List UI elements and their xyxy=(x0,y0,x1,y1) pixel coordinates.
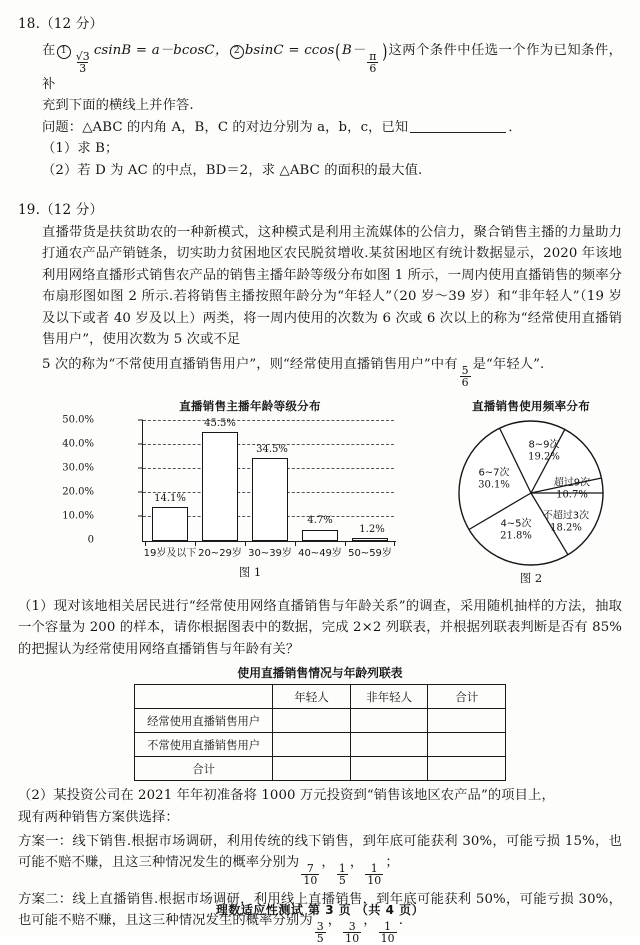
pie-label-6-7 xyxy=(478,467,510,492)
plan-2-fraction-3 xyxy=(379,921,397,944)
plan-1-fraction-2 xyxy=(337,863,348,886)
fraction-numerator: 5 xyxy=(461,363,469,377)
pie-chart-figure xyxy=(416,398,640,586)
table-cell-total-not-young[interactable] xyxy=(350,757,428,781)
circled-number-2: 2 xyxy=(230,45,244,59)
bar-30-39 xyxy=(252,458,288,541)
x-axis-label-50-59: 50~59岁 xyxy=(348,547,392,559)
fraction-denominator: 10 xyxy=(345,932,360,945)
pie-label-under-3-name: 不超过3次 xyxy=(542,510,590,522)
q18-prefix: 在 xyxy=(42,43,56,59)
fraction-numerator: 7 xyxy=(306,861,314,875)
fraction-denominator: 10 xyxy=(367,873,382,887)
q18-problem-prefix: 问题：△ABC 的内角 A，B，C 的对边分别为 a，b，c，已知 xyxy=(42,119,409,135)
question-19-number: 19.（12 分） xyxy=(18,201,104,218)
table-header-corner xyxy=(135,685,273,709)
question-19-sub-1: （1）现对该地相关居民进行“经常使用网络直播销售与年龄关系”的调查，采用随机抽样的方法，抽取一个容量为 200 的样本，请你根据图表中的数据，完成 2×2 列联表，并根据列联表判断是否有 85% 的把握认为经常使用网络直播销售与年龄有关？ xyxy=(18,598,622,657)
pi-over-6-fraction xyxy=(367,51,378,74)
x-tick-4 xyxy=(345,542,346,546)
x-axis-label-40-49: 40~49岁 xyxy=(298,547,342,559)
bar-19-and-under xyxy=(152,507,188,541)
question-19-paragraph-1: 直播带货是扶贫助农的一种新模式，这种模式是利用主流媒体的公信力，聚合销售主播的力量助力打通农产品产销链条，切实助力贫困地区农民脱贫增收.某贫困地区有统计数据显示，2020 年该地利用网络直播形式销售农产品的销售主播年龄等级分布如图 1 所示，一周内使用直播销售的频率分布扇形图如图 2 所示.若将销售主播按照年龄分为“年轻人”（20 岁～39 岁）和“非年轻人”（19 岁及以下或者 40 岁及以上）两类，将一周内使用的次数为 6 次或 6 次以上的称为“经常使用直播销售用户”，使用次数为 5 次或不足 xyxy=(42,224,622,348)
pie-label-over-9 xyxy=(554,477,590,502)
y-axis-label-30: 30.0% xyxy=(62,462,94,474)
pie-label-4-5 xyxy=(500,518,532,543)
x-axis-label-30-39: 30~39岁 xyxy=(248,547,292,559)
fraction-numerator: 3 xyxy=(348,920,356,934)
table-row xyxy=(135,709,506,733)
q18-expression-2: bsinC = ccos xyxy=(244,43,335,59)
table-row-label-frequent: 经常使用直播销售用户 xyxy=(135,709,273,733)
bar-chart-title: 直播销售主播年龄等级分布 xyxy=(179,398,321,413)
q18-inner-var: B－ xyxy=(342,43,366,59)
pie-label-over-9-name: 超过9次 xyxy=(553,477,591,489)
sqrt3-over-3-fraction xyxy=(74,51,92,74)
x-tick-2 xyxy=(245,542,246,546)
answer-blank[interactable] xyxy=(410,120,506,133)
gridline-50 xyxy=(143,420,394,421)
table-row-label-total: 合计 xyxy=(135,757,273,781)
bar-value-label-30-39: 34.5% xyxy=(256,443,288,455)
fraction-numerator: 1 xyxy=(384,920,392,934)
five-sixths-fraction xyxy=(460,365,471,388)
x-axis-label-20-29: 20~29岁 xyxy=(198,547,242,559)
pie-label-8-9 xyxy=(528,439,560,464)
figure-1-caption: 图 1 xyxy=(238,564,262,579)
table-cell-infrequent-young[interactable] xyxy=(273,733,351,757)
spacer xyxy=(18,182,622,200)
table-header-young: 年轻人 xyxy=(273,685,351,709)
pie-label-8-9-name: 8~9次 xyxy=(528,439,560,451)
question-18-condition-line xyxy=(18,36,622,95)
q18-suffix: 这两个条件中任选一个作为已知条件，补 xyxy=(42,43,622,92)
bar-value-label-50-59: 1.2% xyxy=(359,523,385,535)
table-row xyxy=(135,757,506,781)
plan-1-fraction-1 xyxy=(301,863,319,886)
table-cell-infrequent-not-young[interactable] xyxy=(350,733,428,757)
fraction-numerator: 1 xyxy=(370,861,378,875)
table-cell-frequent-total[interactable] xyxy=(428,709,506,733)
table-cell-frequent-young[interactable] xyxy=(273,709,351,733)
bar-value-label-40-49: 4.7% xyxy=(307,514,333,526)
bar-chart-plot xyxy=(62,414,396,559)
fraction-numerator: 1 xyxy=(338,861,346,875)
plan-1-fraction-3 xyxy=(365,863,383,886)
figure-2-caption: 图 2 xyxy=(519,570,543,585)
bar-value-label-20-29: 45.5% xyxy=(204,417,236,429)
y-axis-label-20: 20.0% xyxy=(62,486,94,498)
bar-value-label-19-and-under: 14.1% xyxy=(154,492,186,504)
table-cell-total-young[interactable] xyxy=(273,757,351,781)
fraction-numerator: √3 xyxy=(75,49,90,63)
plan-2-suffix: . xyxy=(398,913,404,929)
x-axis-line xyxy=(142,541,396,542)
bar-40-49 xyxy=(302,530,338,541)
plan-1-suffix: ； xyxy=(385,855,399,871)
bar-20-29 xyxy=(202,432,238,541)
pie-label-8-9-value: 19.2% xyxy=(528,451,560,463)
q18-problem-suffix: ． xyxy=(508,119,522,135)
pie-label-under-3-value: 18.2% xyxy=(550,522,582,534)
x-tick-3 xyxy=(295,542,296,546)
y-axis-label-0: 0 xyxy=(87,534,94,546)
table-row-label-infrequent: 不常使用直播销售用户 xyxy=(135,733,273,757)
table-cell-total-total[interactable] xyxy=(428,757,506,781)
pie-label-4-5-name: 4~5次 xyxy=(500,518,532,530)
fraction-denominator: 6 xyxy=(461,375,469,389)
q19-tail-suffix: 是“年轻人”. xyxy=(472,356,545,372)
question-18-sub-1: （1）求 B； xyxy=(42,141,119,157)
plan-2-fraction-2 xyxy=(343,921,361,944)
fraction-denominator: 3 xyxy=(79,61,87,75)
fraction-numerator: π xyxy=(369,49,377,63)
table-row xyxy=(135,733,506,757)
contingency-table xyxy=(134,684,506,781)
table-header-not-young: 非年轻人 xyxy=(350,685,428,709)
pie-label-6-7-name: 6~7次 xyxy=(478,467,510,479)
question-19-paragraph-1-tail xyxy=(18,354,622,388)
question-18-block xyxy=(18,14,622,182)
fraction-numerator: 3 xyxy=(316,920,324,934)
pie-chart-title: 直播销售使用频率分布 xyxy=(472,398,590,413)
fraction-denominator: 5 xyxy=(316,932,324,945)
fraction-denominator: 5 xyxy=(338,873,346,887)
y-axis-label-10: 10.0% xyxy=(62,510,94,522)
page-content xyxy=(18,14,622,944)
pie-chart-plot xyxy=(456,418,606,568)
table-cell-frequent-not-young[interactable] xyxy=(350,709,428,733)
question-18-problem-line xyxy=(18,117,622,139)
table-header-row xyxy=(135,685,506,709)
plan-2-paragraph: 方案二：线上直播销售.根据市场调研，利用线上直播销售，到年底可能获利 50%，可能亏损 30%，也可能不赔不赚，且这三种情况发生的概率分别为 $\frac{3}{5}$ ， $\frac{3}{10}$ ， $\frac{1}{10}$ . xyxy=(18,891,622,945)
pie-label-under-3 xyxy=(543,510,589,535)
fraction-denominator: 10 xyxy=(380,932,395,945)
circled-number-1: 1 xyxy=(57,45,71,59)
question-18-number: 18.（12 分） xyxy=(18,16,104,32)
pie-label-over-9-value: 10.7% xyxy=(556,489,588,501)
figures-row xyxy=(18,398,622,594)
plan-2-fraction-1 xyxy=(315,921,326,944)
y-axis-label-50: 50.0% xyxy=(62,414,94,426)
question-18-line-2: 充到下面的横线上并作答. xyxy=(42,98,194,114)
table-cell-infrequent-total[interactable] xyxy=(428,733,506,757)
left-paren: ( xyxy=(335,40,341,64)
page-footer: 理数适应性测试 第 3 页 （共 4 页） xyxy=(215,903,425,917)
plan-1-text: 方案一：线下销售.根据市场调研，利用传统的线下销售，到年底可能获利 30%，可能亏损 15%，也可能不赔不赚，且这三种情况发生的概率分别为 xyxy=(18,833,622,871)
fraction-denominator: 6 xyxy=(369,61,377,75)
q18-expression-1: csinB = a－bcosC， xyxy=(93,43,229,59)
question-19-block xyxy=(18,200,622,945)
q19-tail-prefix: 5 次的称为“不常使用直播销售用户”，则“经常使用直播销售用户”中有 xyxy=(42,356,458,372)
right-paren: ) xyxy=(381,40,388,64)
table-header-total: 合计 xyxy=(428,685,506,709)
bar-chart-figure xyxy=(62,398,400,580)
plan-2-text: 方案二：线上直播销售.根据市场调研，利用线上直播销售，到年底可能获利 50%，可能亏损 30%，也可能不赔不赚，且这三种情况发生的概率分别为 xyxy=(18,891,622,929)
pie-label-4-5-value: 21.8% xyxy=(500,530,532,542)
question-18-sub-2: （2）若 D 为 AC 的中点，BD＝2，求 △ABC 的面积的最大值. xyxy=(42,163,423,179)
fraction-denominator: 10 xyxy=(303,873,318,887)
question-19-sub-2-line-1: （2）某投资公司在 2021 年年初准备将 1000 万元投资到“销售该地区农产品”的项目上， xyxy=(18,788,555,804)
x-axis-label-19-and-under: 19岁及以下 xyxy=(143,547,197,559)
question-19-sub-2-line-2: 现有两种销售方案供选择： xyxy=(18,809,179,825)
plan-1-paragraph: 方案一：线下销售.根据市场调研，利用传统的线下销售，到年底可能获利 30%，可能亏损 15%，也可能不赔不赚，且这三种情况发生的概率分别为 $\frac{7}{10}$ ， $\frac{1}{5}$ ， $\frac{1}{10}$ ； xyxy=(18,833,622,887)
contingency-table-title: 使用直播销售情况与年龄列联表 xyxy=(237,666,403,681)
y-axis-label-40: 40.0% xyxy=(62,438,94,450)
x-tick-5 xyxy=(394,542,395,546)
bar-50-59 xyxy=(352,538,388,541)
y-axis-line xyxy=(142,420,143,542)
pie-label-6-7-value: 30.1% xyxy=(478,479,510,491)
